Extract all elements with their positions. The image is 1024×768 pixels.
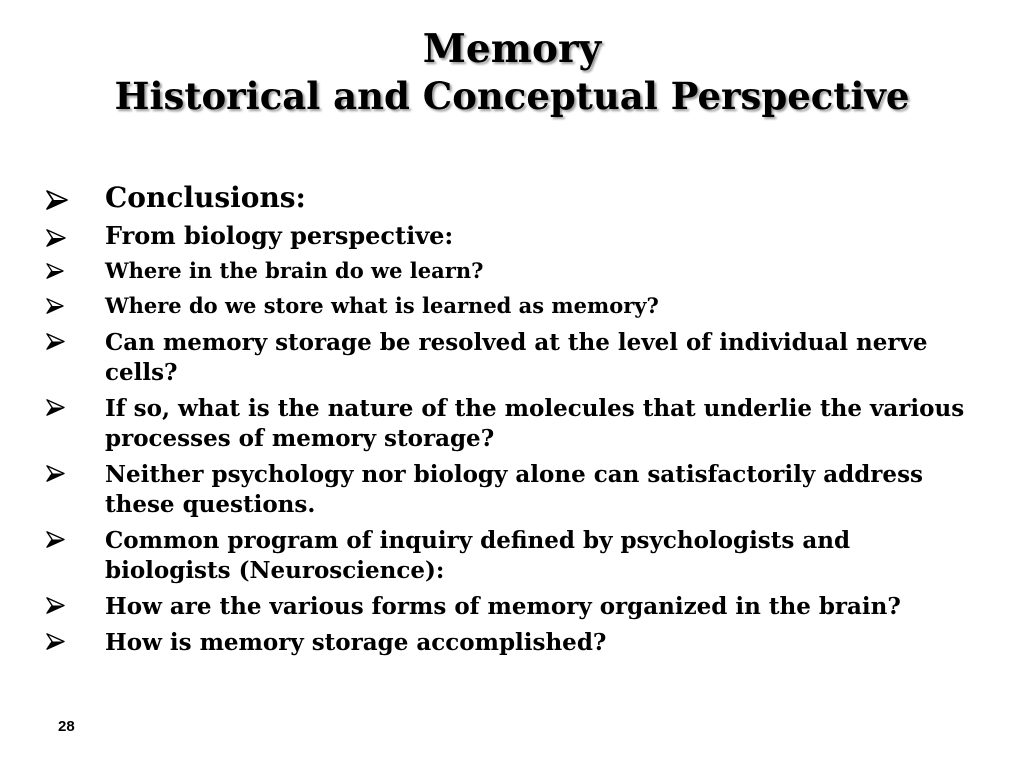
bullet-neither-alone bbox=[46, 460, 976, 520]
bullet-storage-accomplished bbox=[46, 628, 976, 658]
bullet-text: From biology perspective: bbox=[105, 221, 454, 251]
bullet-conclusions bbox=[46, 182, 976, 214]
bullet-common-program bbox=[46, 526, 976, 586]
bullet-where-store bbox=[46, 293, 976, 319]
arrow-bullet-icon bbox=[46, 293, 105, 314]
arrow-bullet-icon bbox=[46, 182, 105, 210]
arrow-bullet-icon bbox=[46, 460, 105, 482]
bullet-text: Common program of inquiry defined by psychologists and biologists (Neuroscience): bbox=[105, 526, 851, 584]
bullet-biology-perspective bbox=[46, 222, 976, 251]
bullet-molecules bbox=[46, 394, 976, 454]
arrow-bullet-icon bbox=[46, 258, 105, 279]
bullet-text: How are the various forms of memory organized in the brain? bbox=[105, 592, 901, 620]
bullet-text: Can memory storage be resolved at the level of individual nerve cells? bbox=[105, 329, 928, 387]
bullet-forms-organized bbox=[46, 592, 976, 622]
bullet-text: If so, what is the nature of the molecules that underlie the various processes of memory storage? bbox=[105, 395, 965, 453]
bullet-text: Where do we store what is learned as memory? bbox=[105, 293, 659, 319]
bullet-text: How is memory storage accomplished? bbox=[105, 628, 607, 656]
arrow-bullet-icon bbox=[46, 394, 105, 416]
arrow-bullet-icon bbox=[46, 628, 105, 650]
page-number: 28 bbox=[58, 718, 75, 735]
arrow-bullet-icon bbox=[46, 222, 105, 247]
bullet-list bbox=[46, 182, 976, 663]
title-line-memory: Memory bbox=[422, 26, 602, 72]
bullet-text: Where in the brain do we learn? bbox=[105, 257, 484, 283]
arrow-bullet-icon bbox=[46, 328, 105, 350]
bullet-where-learn bbox=[46, 258, 976, 284]
slide-title bbox=[0, 26, 1024, 119]
bullet-text: Neither psychology nor biology alone can satisfactorily address these questions. bbox=[105, 461, 923, 518]
arrow-bullet-icon bbox=[46, 526, 105, 548]
title-line-perspective: Historical and Conceptual Perspective bbox=[114, 73, 910, 118]
arrow-bullet-icon bbox=[46, 592, 105, 614]
bullet-nerve-cells bbox=[46, 328, 976, 388]
bullet-text: Conclusions: bbox=[105, 181, 306, 214]
